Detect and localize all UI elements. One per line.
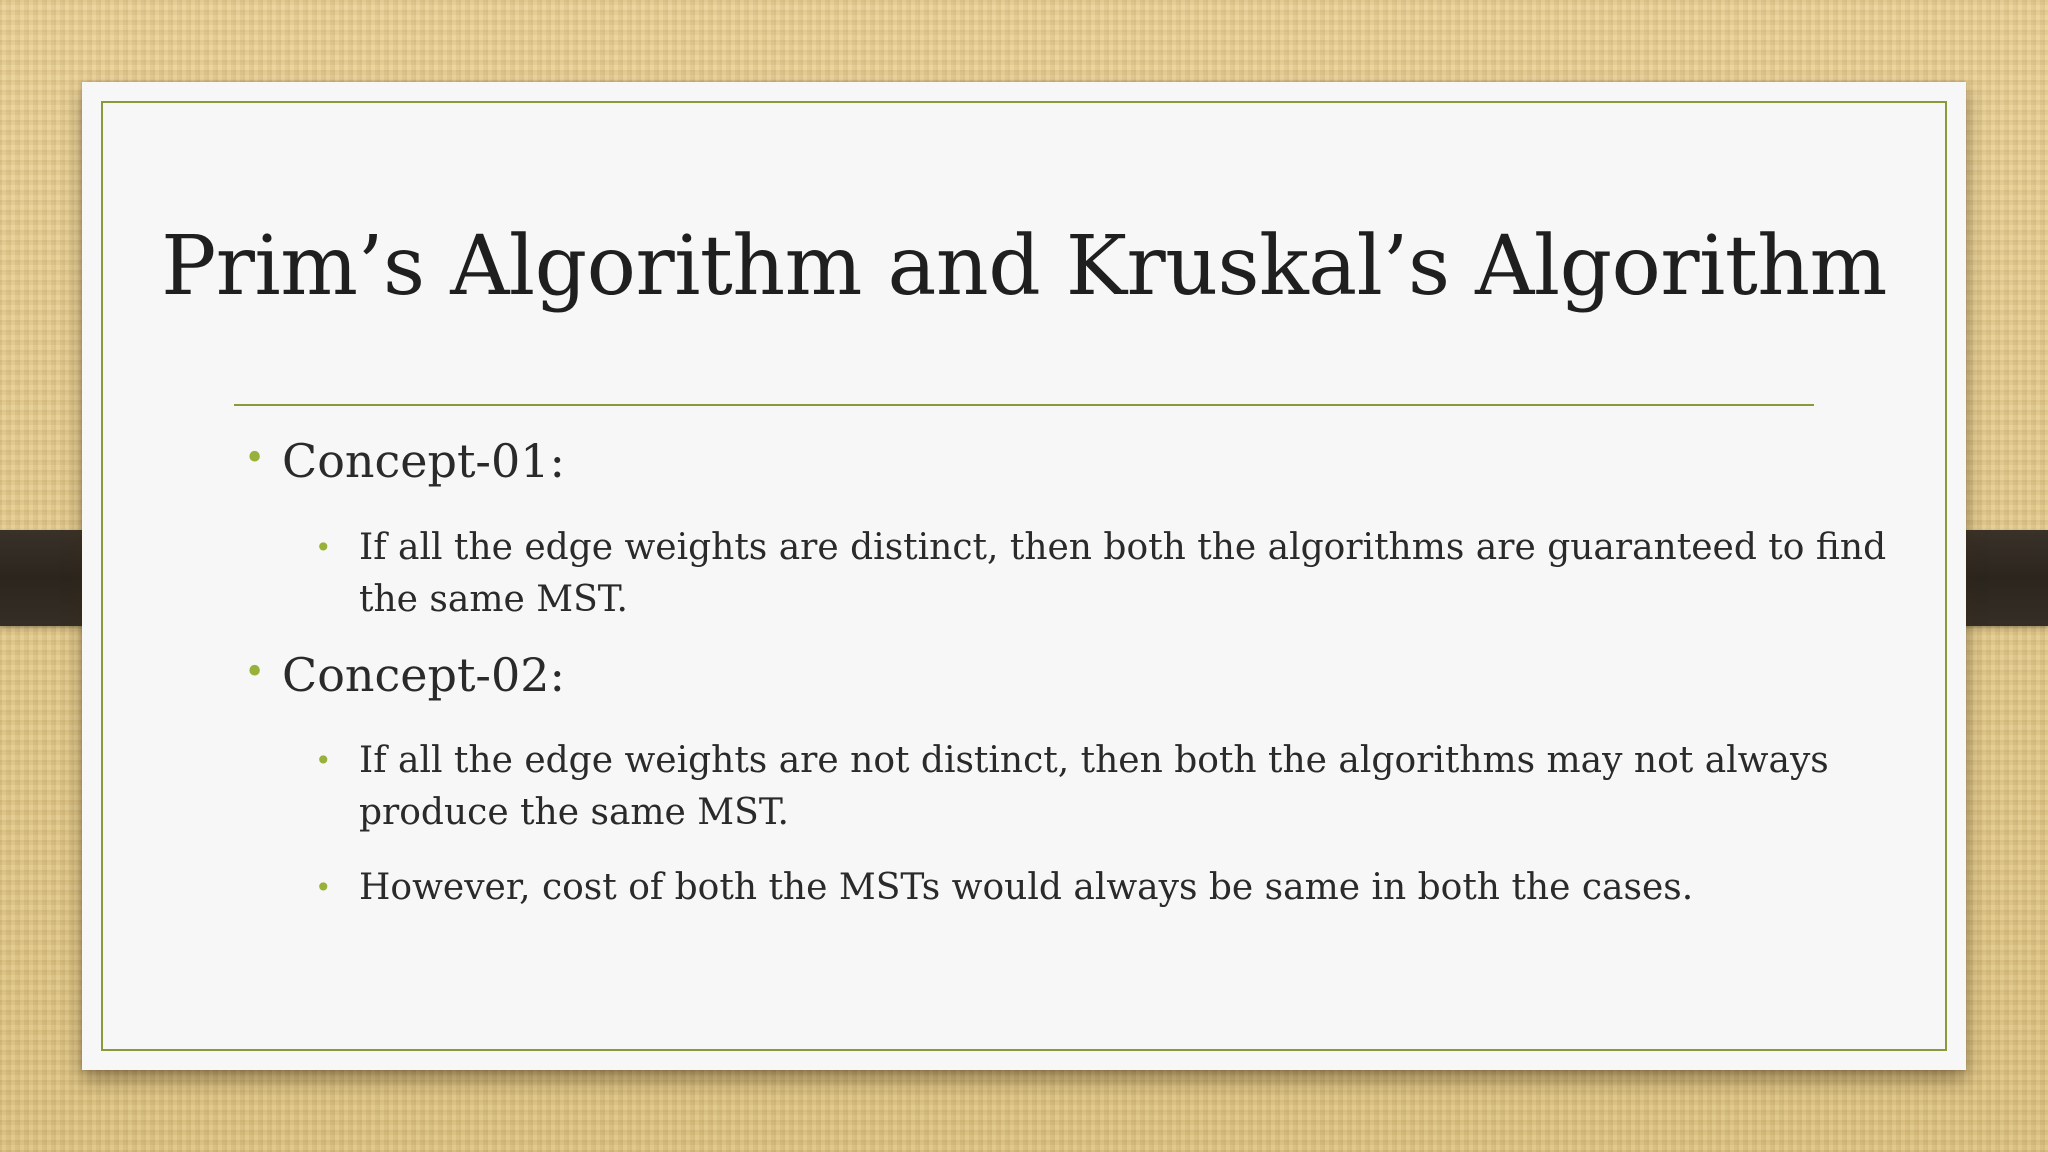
- concept-2-point-1: [315, 735, 1899, 839]
- concept-heading-text: Concept-02:: [282, 648, 566, 702]
- bullet-dot-icon: •: [244, 652, 266, 693]
- concept-heading-text: Concept-01:: [282, 434, 566, 488]
- concept-heading-1: [244, 434, 566, 488]
- concept-heading-2: [244, 648, 566, 702]
- point-text: However, cost of both the MSTs would always be same in both the cases.: [359, 867, 1694, 908]
- bullet-dot-icon: •: [315, 871, 332, 904]
- concept-2-point-2: [315, 862, 1899, 914]
- point-text: If all the edge weights are distinct, then both the algorithms are guaranteed to find the same MST.: [359, 527, 1887, 620]
- bullet-dot-icon: •: [315, 744, 332, 777]
- concept-1-point-1: [315, 522, 1899, 626]
- bullet-dot-icon: •: [315, 531, 332, 564]
- slide-title: Prim’s Algorithm and Kruskal’s Algorithm: [161, 219, 1887, 314]
- slide-paper: [82, 82, 1966, 1070]
- slide-content: [82, 82, 1966, 1070]
- point-text: If all the edge weights are not distinct, then both the algorithms may not always produce the same MST.: [359, 740, 1829, 833]
- bullet-dot-icon: •: [244, 438, 266, 479]
